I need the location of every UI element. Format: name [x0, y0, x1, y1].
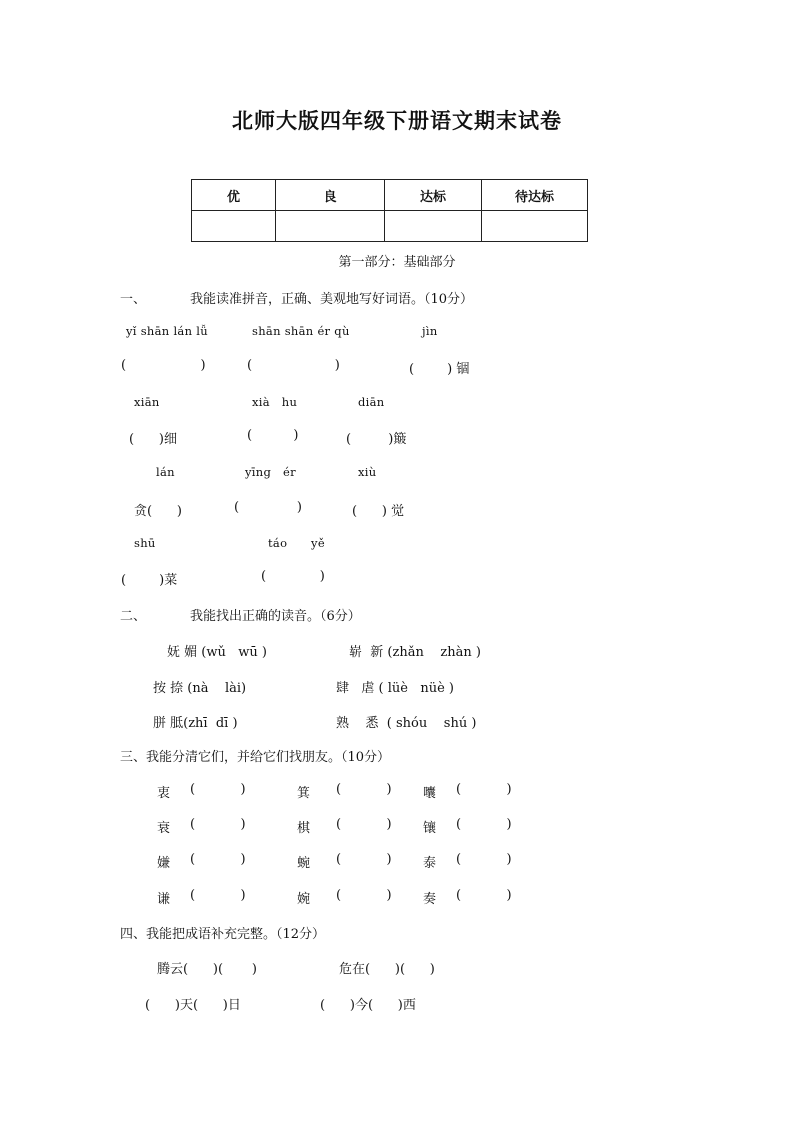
q1-r1-answer-2[interactable]: ( ) — [247, 358, 340, 373]
q3-blank-10[interactable]: ( ) — [190, 888, 246, 903]
q3-blank-8[interactable]: ( ) — [336, 852, 392, 867]
q3-char-11: 婉 — [297, 892, 311, 907]
q1-r2-answer-3[interactable]: ( )簸 — [346, 432, 407, 447]
part-label: 第一部分：基础部分 — [338, 255, 456, 270]
q3-blank-5[interactable]: ( ) — [336, 817, 392, 832]
q1-r4-answer-1[interactable]: ( )菜 — [121, 573, 178, 588]
q3-char-9: 泰 — [423, 856, 437, 871]
grade-header-not-pass: 待达标 — [482, 180, 588, 211]
q1-r1-pinyin-3: jìn — [422, 324, 438, 338]
q1-r2-pinyin-3: diān — [358, 395, 385, 409]
grade-cell-pass[interactable] — [385, 211, 482, 242]
q1-r3-pinyin-1: lán — [156, 465, 175, 479]
q1-r3-pinyin-2: yīng ér — [245, 465, 296, 479]
grade-table-blank-row — [192, 211, 588, 242]
q1-r3-pinyin-3: xiù — [358, 465, 377, 479]
grade-table-header-row — [192, 180, 588, 211]
q1-r4-pinyin-2: táo yě — [268, 536, 325, 550]
q3-blank-12[interactable]: ( ) — [456, 888, 512, 903]
q1-r3-answer-1[interactable]: 贪( ) — [134, 504, 182, 519]
q1-r3-answer-3[interactable]: ( ) 觉 — [352, 504, 405, 519]
grade-header-pass: 达标 — [385, 180, 482, 211]
q4-item-4[interactable]: ( )今( )西 — [320, 998, 416, 1013]
q1-r1-pinyin-1: yǐ shān lán lǚ — [126, 324, 208, 338]
grade-cell-not-pass[interactable] — [482, 211, 588, 242]
q3-char-6: 镶 — [423, 821, 437, 836]
q3-blank-6[interactable]: ( ) — [456, 817, 512, 832]
q3-char-4: 衰 — [157, 821, 171, 836]
q2-heading: 我能找出正确的读音。（6分） — [190, 609, 361, 624]
q2-item-6[interactable]: 熟 悉 ( shóu shú ) — [336, 716, 477, 731]
q1-r2-answer-2[interactable]: ( ) — [247, 428, 299, 443]
q2-item-3[interactable]: 按 捺 (nà lài) — [153, 681, 247, 696]
q3-blank-11[interactable]: ( ) — [336, 888, 392, 903]
q2-number: 二、 — [120, 609, 147, 624]
q1-r1-pinyin-2: shān shān ér qù — [252, 324, 350, 338]
grade-cell-excellent[interactable] — [192, 211, 276, 242]
q2-item-4[interactable]: 肆 虐 ( lüè nüè ) — [336, 681, 454, 696]
q3-blank-9[interactable]: ( ) — [456, 852, 512, 867]
q2-item-1[interactable]: 妩 媚 (wǔ wū ) — [167, 645, 267, 660]
q4-item-1[interactable]: 腾云( )( ) — [157, 962, 258, 977]
q3-heading: 三、我能分清它们，并给它们找朋友。（10分） — [120, 750, 391, 765]
q1-r2-answer-1[interactable]: ( )细 — [129, 432, 177, 447]
page-title: 北师大版四年级下册语文期末试卷 — [232, 108, 562, 133]
q3-char-3: 囔 — [423, 786, 437, 801]
q3-blank-2[interactable]: ( ) — [336, 782, 392, 797]
q1-r3-answer-2[interactable]: ( ) — [234, 500, 302, 515]
q1-r1-answer-3[interactable]: ( ) 锢 — [409, 362, 470, 377]
grade-cell-good[interactable] — [276, 211, 385, 242]
q3-char-2: 箕 — [297, 786, 311, 801]
q3-char-10: 谦 — [157, 892, 171, 907]
q2-item-5[interactable]: 胼 胝(zhī dī ) — [153, 716, 238, 731]
q3-char-5: 棋 — [297, 821, 311, 836]
q3-blank-4[interactable]: ( ) — [190, 817, 246, 832]
q3-char-12: 奏 — [423, 892, 437, 907]
q1-r4-pinyin-1: shū — [134, 536, 156, 550]
q3-char-8: 蜿 — [297, 856, 311, 871]
grade-header-good: 良 — [276, 180, 385, 211]
q3-blank-3[interactable]: ( ) — [456, 782, 512, 797]
q1-number: 一、 — [120, 292, 147, 307]
q3-blank-1[interactable]: ( ) — [190, 782, 246, 797]
q3-char-1: 衷 — [157, 786, 171, 801]
q2-item-2[interactable]: 崭 新 (zhǎn zhàn ) — [349, 645, 481, 660]
grade-header-excellent: 优 — [192, 180, 276, 211]
q1-heading: 我能读准拼音，正确、美观地写好词语。（10分） — [190, 292, 474, 307]
q4-item-2[interactable]: 危在( )( ) — [339, 962, 435, 977]
grade-table — [191, 179, 588, 242]
q1-r1-answer-1[interactable]: ( ) — [121, 358, 206, 373]
q4-item-3[interactable]: ( )天( )日 — [145, 998, 241, 1013]
q1-r2-pinyin-1: xiān — [134, 395, 160, 409]
q1-r4-answer-2[interactable]: ( ) — [261, 569, 325, 584]
q1-r2-pinyin-2: xià hu — [252, 395, 298, 409]
q3-char-7: 嫌 — [157, 856, 171, 871]
q4-heading: 四、我能把成语补充完整。（12分） — [120, 927, 326, 942]
q3-blank-7[interactable]: ( ) — [190, 852, 246, 867]
